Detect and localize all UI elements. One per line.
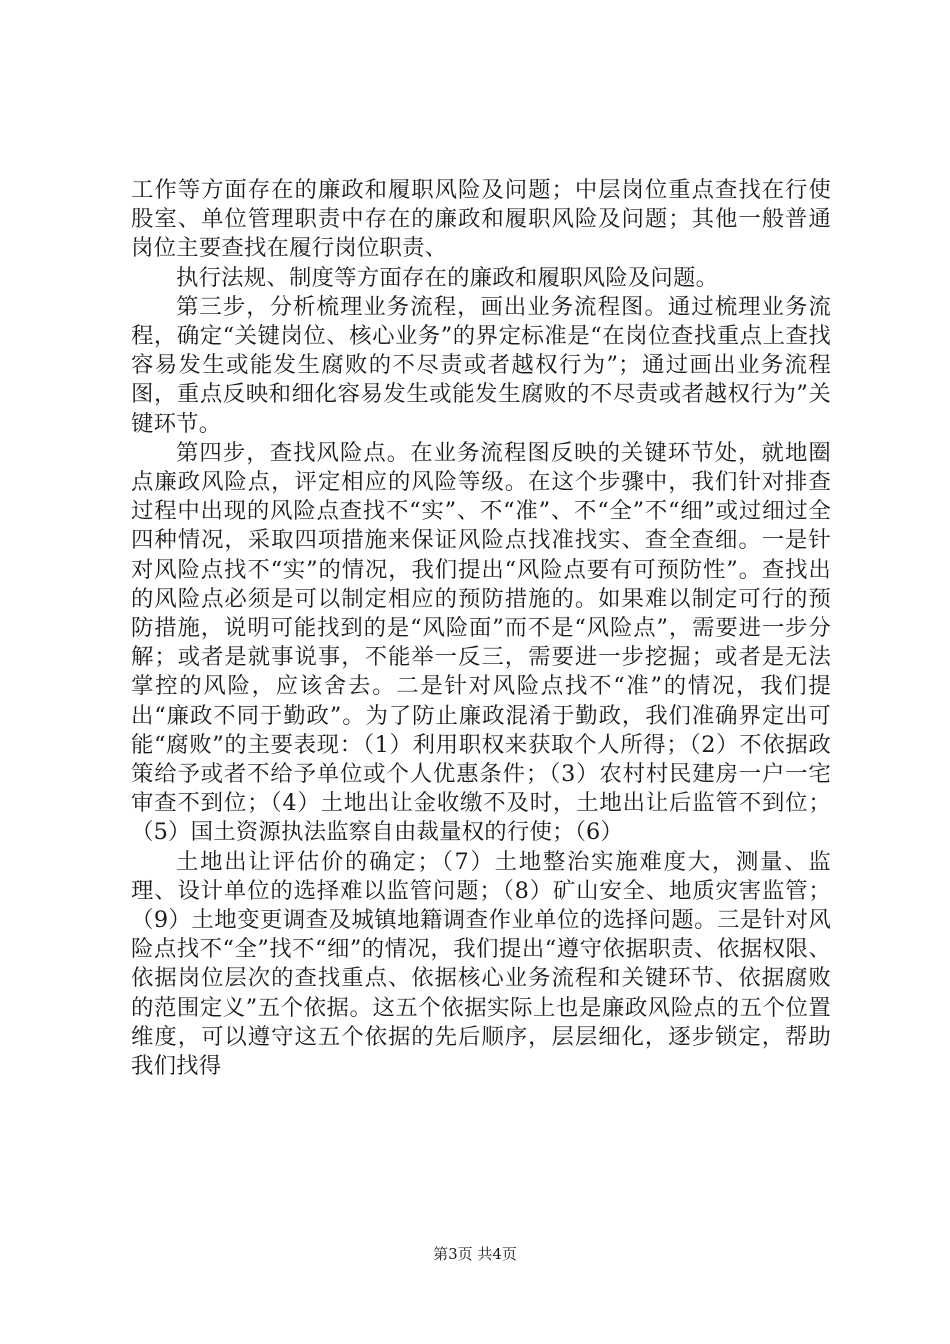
paragraph-step-three: 第三步，分析梳理业务流程，画出业务流程图。通过梳理业务流程，确定“关键岗位、核心业务”的界定标准是“在岗位查找重点上查找容易发生或能发生腐败的不尽责或者越权行为”；通过画出业务流程图，重点反映和细化容易发生或能发生腐败的不尽责或者越权行为”关键环节。	[131, 293, 831, 437]
page-footer: 第3页 共4页	[433, 1245, 517, 1263]
paragraph-step-four: 第四步，查找风险点。在业务流程图反映的关键环节处，就地圈点廉政风险点，评定相应的风险等级。在这个步骤中，我们针对排查过程中出现的风险点查找不“实”、不“准”、不“全”不“细”或过细过全四种情况，采取四项措施来保证风险点找准找实、查全查细。一是针对风险点找不“实”的情况，我们提出“风险点要有可预防性”。查找出的风险点必须是可以制定相应的预防措施的。如果难以制定可行的预防措施，说明可能找到的是“风险面”而不是“风险点”，需要进一步分解；或者是就事说事，不能举一反三，需要进一步挖掘；或者是无法掌控的风险，应该舍去。二是针对风险点找不“准”的情况，我们提出“廉政不同于勤政”。为了防止廉政混淆于勤政，我们准确界定出可能“腐败”的主要表现：（1）利用职权来获取个人所得；（2）不依据政策给予或者不给予单位或个人优惠条件；（3）农村村民建房一户一宅审查不到位；（4）土地出让金收缴不及时，土地出让后监管不到位；（5）国土资源执法监察自由裁量权的行使；（6）	[131, 439, 831, 846]
paragraph-continuation: 工作等方面存在的廉政和履职风险及问题；中层岗位重点查找在行使股室、单位管理职责中存在的廉政和履职风险及问题；其他一般普通岗位主要查找在履行岗位职责、	[131, 177, 831, 262]
paragraph-land-transfer: 土地出让评估价的确定；（7）土地整治实施难度大，测量、监理、设计单位的选择难以监管问题；（8）矿山安全、地质灾害监管；（9）土地变更调查及城镇地籍调查作业单位的选择问题。三是针对风险点找不“全”找不“细”的情况，我们提出“遵守依据职责、依据权限、依据岗位层次的查找重点、依据核心业务流程和关键环节、依据腐败的范围定义”五个依据。这五个依据实际上也是廉政风险点的五个位置维度，可以遵守这五个依据的先后顺序，层层细化，逐步锁定，帮助我们找得	[131, 848, 831, 1080]
paragraph-regulations: 执行法规、制度等方面存在的廉政和履职风险及问题。	[176, 264, 719, 291]
document-body	[131, 176, 831, 1081]
